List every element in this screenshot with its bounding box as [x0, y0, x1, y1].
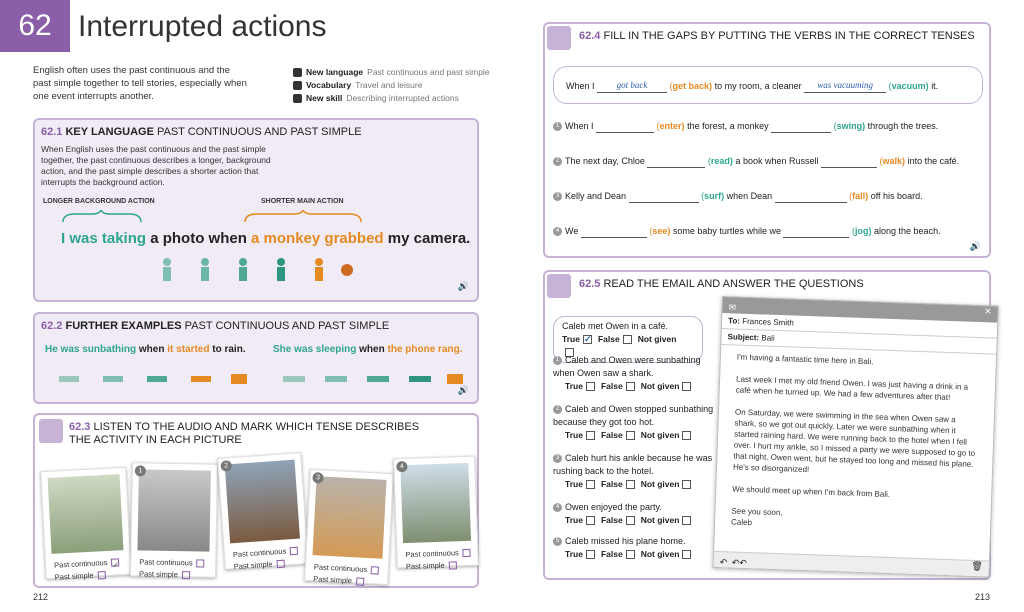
section-62-4	[543, 22, 991, 258]
audio-speaker-icon[interactable]: 🔊	[457, 385, 469, 395]
sleeping-illustration	[283, 368, 473, 388]
page-number-right: 213	[975, 592, 991, 602]
checkbox-not-given[interactable]	[682, 550, 691, 559]
envelope-icon: ✉	[728, 302, 737, 313]
puzzle-icon	[293, 81, 302, 90]
checkbox-true[interactable]	[586, 550, 595, 559]
text: to my room, a cleaner	[714, 81, 802, 91]
text: some baby turtles while we	[672, 226, 781, 236]
section-number: 62.4	[579, 30, 601, 42]
intro-text: English often uses the past continuous and the past simple together to tell stories, especially when one event interrupts another.	[33, 65, 247, 102]
verb-prompt: jog)	[855, 226, 872, 236]
section-title: READ THE EMAIL AND ANSWER THE QUESTIONS	[603, 278, 864, 290]
section-title: FURTHER EXAMPLES	[65, 320, 182, 332]
answer-gap: got back	[597, 79, 667, 93]
email-window	[713, 296, 999, 578]
section-title: LISTEN TO THE AUDIO AND MARK WHICH TENSE DESCRIBES THE ACTIVITY IN EACH PICTURE	[69, 421, 420, 446]
checkbox-false[interactable]	[626, 550, 635, 559]
verb-prompt: vacuum)	[891, 81, 929, 91]
section-number: 62.3	[69, 421, 91, 433]
vocab-label: Vocabulary	[306, 80, 352, 90]
question-1: 1 When I (enter) the forest, a monkey (swing) through the trees.	[553, 120, 938, 133]
sentence-part-continuous: I was taking	[61, 230, 147, 247]
sentence-part-end: my camera.	[387, 230, 471, 247]
skill-label: New skill	[306, 93, 343, 103]
checkbox-false[interactable]	[626, 431, 635, 440]
option-row	[131, 568, 215, 581]
true-false-row: True False Not given	[553, 478, 723, 491]
checkbox[interactable]	[276, 560, 285, 569]
text: the forest, a monkey	[687, 121, 769, 131]
checkbox-true[interactable]	[586, 382, 595, 391]
statement: Caleb met Owen in a café.	[562, 321, 669, 331]
text: a book when Russell	[735, 156, 819, 166]
option-past-continuous: Past continuous	[139, 557, 193, 567]
sentence-part-mid: a photo when	[150, 230, 247, 247]
audio-speaker-icon[interactable]: 🔊	[457, 281, 469, 291]
text: into the café.	[907, 156, 960, 166]
checkbox-true[interactable]	[586, 431, 595, 440]
bracket-decoration	[57, 210, 417, 224]
sentence-part-simple: a monkey grabbed	[251, 230, 384, 247]
verb-prompt: swing)	[836, 121, 866, 131]
photo-story-illustration	[155, 256, 365, 290]
text: We	[565, 226, 579, 236]
language-icon	[293, 68, 302, 77]
section-number: 62.2	[41, 320, 63, 332]
checkbox-not-given[interactable]	[682, 516, 691, 525]
section-heading	[579, 30, 975, 42]
true-false-row: True False Not given	[553, 548, 723, 561]
ex2-simple: the phone rang.	[387, 344, 463, 355]
book-icon	[547, 274, 571, 298]
true-false-row: True False Not given	[553, 380, 723, 393]
checkbox-not-given[interactable]	[682, 431, 691, 440]
ex1-when: when	[138, 344, 165, 355]
question-4: 4 We (see) some baby turtles while we (jog) along the beach.	[553, 225, 941, 238]
statement: Caleb and Owen were sunbathing when Owen saw a shark.	[553, 355, 701, 378]
option-past-continuous: Past continuous	[313, 562, 368, 575]
answer-gap[interactable]	[775, 202, 847, 203]
true-false-row: True False Not given	[553, 514, 723, 527]
text: along the beach.	[874, 226, 941, 236]
label-longer-action: LONGER BACKGROUND ACTION	[43, 198, 155, 205]
checkbox[interactable]	[197, 559, 205, 567]
question-2: 2 Caleb and Owen stopped sunbathing because they got too hot. True False Not given	[553, 403, 723, 442]
ex2-when: when	[359, 344, 385, 355]
example-2	[273, 344, 463, 355]
label-shorter-action: SHORTER MAIN ACTION	[261, 198, 344, 205]
answer-gap[interactable]	[581, 237, 647, 238]
answer-gap[interactable]	[647, 167, 705, 168]
email-paragraph: I'm having a fantastic time here in Bali.	[736, 352, 874, 367]
ex1-simple: it started	[167, 344, 210, 355]
picture-2	[217, 452, 309, 570]
section-subtitle: PAST CONTINUOUS AND PAST SIMPLE	[156, 126, 362, 138]
celebrating-photo	[400, 463, 471, 543]
subject-field[interactable]: Subject: Bali	[721, 329, 996, 355]
option-row	[131, 556, 215, 569]
question-2: 2 The next day, Chloe (read) a book when Russell (walk) into the café.	[553, 155, 959, 168]
section-title: FILL IN THE GAPS BY PUTTING THE VERBS IN THE CORRECT TENSES	[603, 30, 975, 42]
hikers-photo	[48, 474, 124, 554]
verb-prompt: get back)	[672, 81, 713, 91]
text: when Dean	[726, 191, 773, 201]
question-3: 3 Caleb hurt his ankle because he was rushing back to the hotel. True False Not given	[553, 452, 723, 491]
explanation-text: When English uses the past continuous and the past simple together, the past continuous describes a longer, background action, and the past simple describes a shorter action that interrupts the background action.	[41, 144, 271, 187]
checkbox[interactable]	[356, 578, 364, 586]
reply-all-icon[interactable]: ↶↶	[731, 557, 747, 569]
email-body	[715, 345, 996, 542]
picture-number: 4	[396, 461, 407, 472]
picture-3	[304, 469, 394, 585]
checkbox[interactable]	[448, 561, 456, 569]
to-field[interactable]: To: Frances Smith	[722, 313, 997, 339]
boots-photo	[225, 460, 300, 544]
text: off his board.	[870, 191, 923, 201]
verb-prompt: surf)	[704, 191, 725, 201]
picture-4	[393, 456, 479, 569]
option-past-simple: Past simple	[312, 574, 353, 586]
checkbox-true[interactable]	[586, 480, 595, 489]
question-5: 5 Caleb missed his plane home. True False Not given	[553, 535, 723, 561]
answer-gap: was vacuuming	[804, 79, 886, 93]
lang-label: New language	[306, 67, 364, 77]
verb-prompt: read)	[710, 156, 733, 166]
answer-gap[interactable]	[783, 237, 849, 238]
option-past-simple: Past simple	[233, 559, 273, 572]
section-62-1	[33, 118, 479, 302]
statement: Owen enjoyed the party.	[565, 502, 662, 512]
section-62-3	[33, 413, 479, 588]
picture-1	[130, 462, 218, 577]
lang-text: Past continuous and past simple	[367, 67, 490, 77]
ex1-end: to rain.	[212, 344, 246, 355]
checkbox-true[interactable]	[586, 516, 595, 525]
statement: Caleb hurt his ankle because he was rushing back to the hotel.	[553, 453, 713, 476]
checkbox-false[interactable]	[626, 480, 635, 489]
trash-icon[interactable]: 🗑	[971, 560, 983, 572]
skill-icon	[293, 94, 302, 103]
text: Kelly and Dean	[565, 191, 627, 201]
true-false-row: True False Not given	[553, 429, 723, 442]
section-number: 62.5	[579, 278, 601, 290]
question-4: 4 Owen enjoyed the party. True False Not given	[553, 501, 723, 527]
sunbathing-illustration	[59, 368, 259, 388]
example-item: When I got back (get back) to my room, a cleaner was vacuuming (vacuum) it.	[553, 66, 983, 104]
ex2-continuous: She was sleeping	[273, 344, 357, 355]
email-paragraph: See you soon,	[731, 506, 783, 518]
question-3: 3 Kelly and Dean (surf) when Dean (fall) off his board.	[553, 190, 923, 203]
statement: Caleb and Owen stopped sunbathing because they got too hot.	[553, 404, 714, 427]
picture-number: 1	[135, 465, 146, 476]
verb-prompt: see)	[652, 226, 671, 236]
option-row	[398, 558, 478, 573]
reply-icon[interactable]: ↶	[719, 557, 728, 568]
section-heading	[41, 126, 362, 138]
checkbox-false[interactable]	[626, 382, 635, 391]
verb-prompt: enter)	[659, 121, 685, 131]
ex1-continuous: He was sunbathing	[45, 344, 137, 355]
option-past-continuous: Past continuous	[405, 547, 459, 559]
text: it.	[931, 81, 939, 91]
checkbox[interactable]: ✓	[111, 559, 119, 567]
checkbox-false[interactable]	[626, 516, 635, 525]
section-heading	[69, 421, 429, 447]
text: When I	[566, 81, 595, 91]
unit-meta	[293, 66, 490, 105]
picture-number: 2	[220, 460, 232, 472]
checkbox[interactable]	[371, 566, 379, 574]
answer-gap[interactable]	[629, 202, 699, 203]
text: through the trees.	[867, 121, 939, 131]
section-heading	[579, 278, 864, 290]
checkbox-true[interactable]: ✓	[583, 334, 592, 345]
checkbox[interactable]	[463, 549, 471, 557]
close-icon[interactable]: ✕	[983, 306, 992, 317]
verb-prompt: walk)	[882, 156, 906, 166]
picture-number: 3	[312, 472, 324, 484]
email-paragraph: On Saturday, we were swimming in the sea when Owen saw a shark, so we got out quickly. Later we were sunbathing when it started raining hard. We were running back to the hotel when I fell over. I hurt my ankle, so I missed a party we were supposed to go to that night. Owen went, but he stayed too long and missed his plane. He's so disorganized!	[732, 407, 976, 475]
checkbox[interactable]	[290, 547, 299, 556]
option-past-simple: Past simple	[138, 569, 178, 579]
section-heading	[41, 320, 389, 332]
question-1: 1 Caleb and Owen were sunbathing when Owen saw a shark. True False Not given	[553, 354, 723, 393]
page-number-left: 212	[33, 592, 49, 602]
climbers-photo	[137, 469, 210, 551]
text: The next day, Chloe	[565, 156, 645, 166]
checkbox[interactable]	[182, 571, 190, 579]
checkbox-not-given[interactable]	[682, 480, 691, 489]
section-62-2	[33, 312, 479, 404]
verb-prompt: fall)	[852, 191, 869, 201]
section-number: 62.1	[41, 126, 63, 138]
example-1	[45, 344, 246, 355]
skill-text: Describing interrupted actions	[346, 93, 459, 103]
option-past-continuous: Past continuous	[53, 558, 108, 571]
text: When I	[565, 121, 594, 131]
answer-gap[interactable]	[771, 132, 831, 133]
email-paragraph: Last week I met my old friend Owen. I was just having a drink in a café when he turned up. We had a few adventures after that!	[735, 374, 969, 403]
option-past-continuous: Past continuous	[232, 546, 287, 560]
section-subtitle: PAST CONTINUOUS AND PAST SIMPLE	[184, 320, 390, 332]
unit-number: 62	[0, 0, 70, 52]
statement: Caleb missed his plane home.	[565, 536, 686, 546]
checkbox-false[interactable]	[623, 335, 632, 344]
option-past-simple: Past simple	[54, 570, 94, 583]
audio-speaker-icon[interactable]: 🔊	[969, 241, 981, 251]
page-title: Interrupted actions	[78, 10, 327, 43]
option-past-simple: Past simple	[405, 560, 445, 571]
key-sentence	[61, 230, 470, 247]
hands-photo	[312, 476, 386, 559]
answer-gap[interactable]	[596, 132, 654, 133]
email-signature: Caleb	[730, 517, 753, 528]
checkbox-not-given[interactable]	[682, 382, 691, 391]
section-title: KEY LANGUAGE	[65, 126, 154, 138]
vocab-text: Travel and leisure	[355, 80, 423, 90]
answer-gap[interactable]	[821, 167, 877, 168]
gears-icon	[547, 26, 571, 50]
listening-person-icon	[39, 419, 63, 443]
true-false-row: True ✓ False Not given	[562, 333, 694, 359]
email-paragraph: We should meet up when I'm back from Bali.	[732, 484, 891, 499]
checkbox[interactable]	[97, 571, 105, 579]
picture-example	[40, 467, 132, 583]
